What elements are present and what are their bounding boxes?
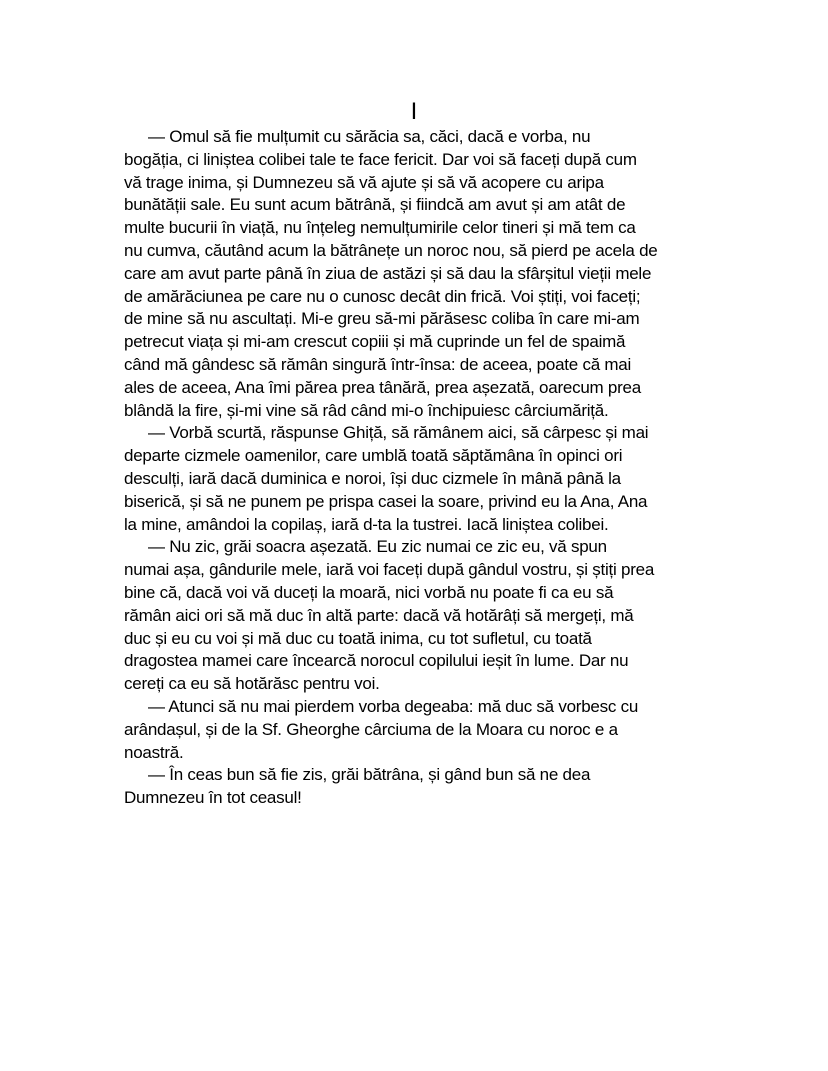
text-line: bine că, dacă voi vă duceți la moară, nici vorbă nu poate fi ca eu să <box>124 582 614 602</box>
text-line: biserică, și să ne punem pe prispa casei la soare, privind eu la Ana, Ana <box>124 491 648 511</box>
text-line: când mă gândesc să rămân singură într-însa: de aceea, poate că mai <box>124 354 632 374</box>
text-line: multe bucurii în viață, nu înțeleg nemulțumirile celor tineri și mă tem ca <box>124 218 636 238</box>
text-line: bogăția, ci liniștea colibei tale te face fericit. Dar voi să faceți după cum <box>124 149 637 169</box>
text-line: bunătății sale. Eu sunt acum bătrână, și fiindcă am avut și am atât de <box>124 195 626 215</box>
text-line: rămân aici ori să mă duc în altă parte: dacă vă hotărâți să mergeți, mă <box>124 605 634 625</box>
text-line: dragostea mamei care încearcă norocul copilului ieșit în lume. Dar nu <box>124 651 629 671</box>
text-line: noastră. <box>124 742 184 762</box>
text-line: care am avut parte până în ziua de astăzi și să dau la sfârșitul vieții mele <box>124 263 652 283</box>
text-line: numai așa, gândurile mele, iară voi faceți după gândul vostru, și știți prea <box>124 560 655 580</box>
text-line: duc și eu cu voi și mă duc cu toată inima, cu tot sufletul, cu toată <box>124 628 592 648</box>
paragraph <box>124 536 744 696</box>
text-line: — Omul să fie mulțumit cu sărăcia sa, căci, dacă e vorba, nu <box>148 127 591 146</box>
chapter-heading: I <box>410 98 418 125</box>
text-line: de amărăciunea pe care nu o cunosc decât din frică. Voi știți, voi faceți; <box>124 286 641 306</box>
text-line: vă trage inima, și Dumnezeu să vă ajute și să vă acopere cu aripa <box>124 172 604 192</box>
text-line: — Nu zic, grăi soacra așezată. Eu zic numai ce zic eu, vă spun <box>148 537 607 557</box>
paragraph <box>124 422 744 536</box>
text-line: Dumnezeu în tot ceasul! <box>124 788 302 808</box>
text-line: la mine, amândoi la copilaș, iară d-ta la tustrei. Iacă liniștea colibei. <box>124 514 609 534</box>
text-line: — Vorbă scurtă, răspunse Ghiță, să rămânem aici, să cârpesc și mai <box>148 423 649 443</box>
text-line: nu cumva, căutând acum la bătrânețe un noroc nou, să pierd pe acela de <box>124 240 658 260</box>
text-line: cereți ca eu să hotărăsc pentru voi. <box>124 674 380 694</box>
text-line: — În ceas bun să fie zis, grăi bătrâna, și gând bun să ne dea <box>148 765 591 785</box>
text-line: desculți, iară dacă duminica e noroi, își duc cizmele în mână până la <box>124 468 621 488</box>
text-line: ales de aceea, Ana îmi părea prea tânără, prea așezată, oarecum prea <box>124 377 641 397</box>
text-line: departe cizmele oamenilor, care umblă toată săptămâna în opinci ori <box>124 446 623 466</box>
text-line: arândașul, și de la Sf. Gheorghe cârciuma de la Moara cu noroc e a <box>124 719 618 739</box>
document-body <box>124 126 744 810</box>
text-line: — Atunci să nu mai pierdem vorba degeaba: mă duc să vorbesc cu <box>148 696 639 716</box>
paragraph <box>124 696 744 764</box>
paragraph <box>124 126 744 422</box>
text-line: petrecut viața și mi-am crescut copiii și mă cuprinde un fel de spaimă <box>124 332 626 352</box>
text-line: de mine să nu ascultați. Mi-e greu să-mi părăsesc coliba în care mi-am <box>124 309 640 329</box>
paragraph <box>124 764 744 810</box>
text-line: blândă la fire, și-mi vine să râd când mi-o închipuiesc cârciumăriță. <box>124 400 609 420</box>
